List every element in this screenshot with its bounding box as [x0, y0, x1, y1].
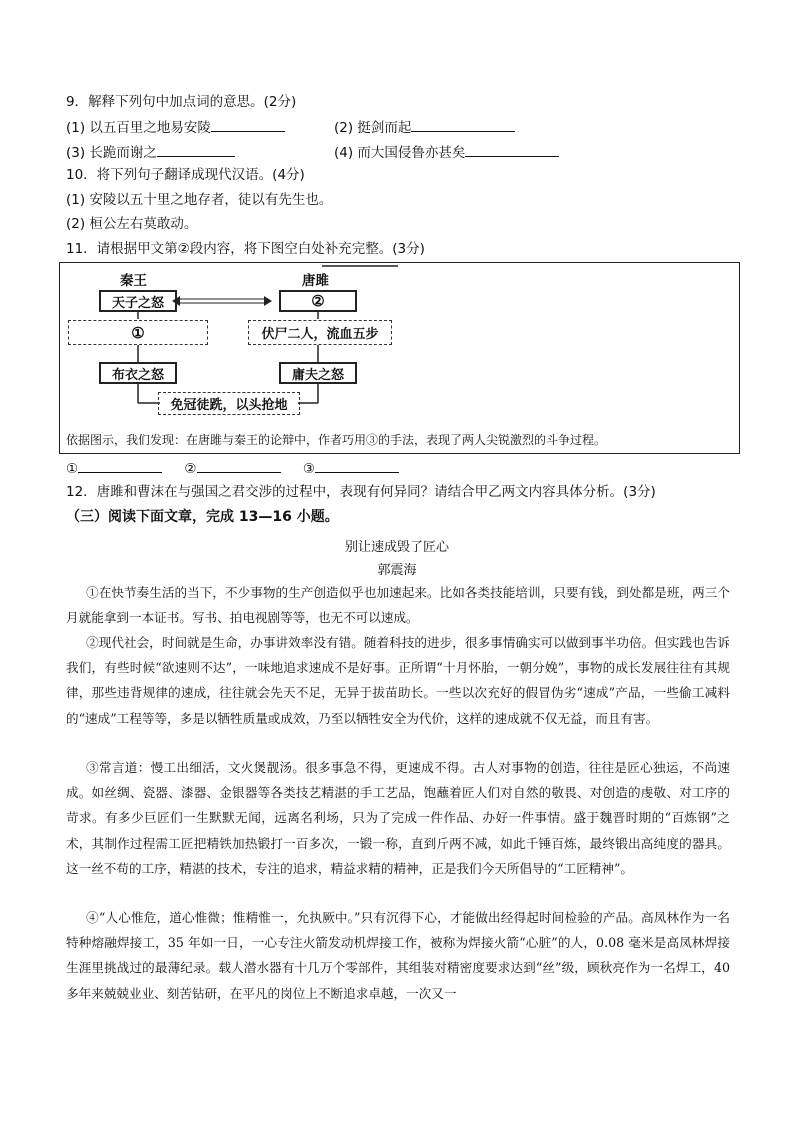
q9-item-4 — [334, 142, 559, 162]
q9-item-1-text: (1) 以五百里之地易安陵 — [66, 120, 211, 136]
q11-answer-3-label: ③ — [302, 461, 315, 477]
article-paragraph-1: ①在快节奏生活的当下，不少事物的生产创造似乎也加速起来。比如各类技能培训，只要有钱，到处都是班，两三个月就能拿到一本证书。写书、拍电视剧等等，也无不可以速成。 — [66, 585, 730, 626]
diagram-right-head: 唐雎 — [302, 273, 329, 289]
answer-blank — [411, 117, 515, 132]
q10-item-1: (1) 安陵以五十里之地存者，徒以有先生也。 — [66, 192, 333, 208]
q9-item-3-text: (3) 长跪而谢之 — [66, 145, 157, 161]
q9-stem: 9．解释下列句中加点词的意思。(2分) — [66, 94, 297, 110]
answer-blank — [78, 458, 162, 473]
article-paragraph-3: ③常言道：慢工出细活，文火煲靓汤。很多事急不得，更速成不得。古人对事物的创造，往往是匠心独运，不尚速成。如丝绸、瓷器、漆器、金银器等各类技艺精湛的手工艺品，饱蘸着匠人们对自然的敬畏、对创造的虔敬、对工序的苛求。有多少巨匠们一生默默无闻，远离名利场，只为了完成一件作品、办好一件事情。盛于魏晋时期的“百炼钢”之术，其制作过程需工匠把精铁加热锻打一百多次，一锻一称，直到斤两不减，如此千锤百炼，最终锻出高纯度的器具。这一丝不苟的工序，精湛的技术，专注的追求，精益求精的精神，正是我们今天所倡导的“工匠精神”。 — [66, 760, 730, 876]
article-author: 郭震海 — [377, 563, 417, 578]
q9-item-4-text: (4) 而大国侵鲁亦甚矣 — [334, 145, 466, 161]
q11-stem: 11．请根据甲文第②段内容，将下图空白处补充完整。(3分) — [66, 241, 425, 257]
diagram-note: 依据图示，我们发现：在唐雎与秦王的论辩中，作者巧用③的手法，表现了两人尖锐激烈的斗争过程。 — [66, 433, 607, 447]
q9-item-3 — [66, 142, 235, 162]
argument-diagram — [59, 262, 740, 454]
section-heading: （三）阅读下面文章，完成 13—16 小题。 — [66, 509, 339, 525]
q9-item-2 — [334, 117, 515, 137]
q12-stem: 12．唐雎和曹沫在与强国之君交涉的过程中，表现有何异同？请结合甲乙两文内容具体分析。(3分) — [66, 484, 656, 500]
box-blank-2: ② — [279, 290, 357, 312]
answer-blank — [315, 458, 399, 473]
diagram-left-head: 秦王 — [120, 273, 147, 289]
q10-stem: 10．将下列句子翻译成现代汉语。(4分) — [66, 167, 305, 183]
article-paragraph-4: ④“人心惟危，道心惟微；惟精惟一，允执厥中。”只有沉得下心，才能做出经得起时间检验的产品。高凤林作为一名特种熔融焊接工，35 年如一日，一心专注火箭发动机焊接工作，被称为焊接火箭“心脏”的人，0.08 毫米是高凤林焊接生涯里挑战过的最薄纪录。载人潜水器有十几万个零部件，其组装对精密度要求达到“丝”级，顾秋亮作为一名焊工，40 多年来兢兢业业、刻苦钻研，在平凡的岗位上不断追求卓越，一次又一 — [66, 910, 730, 1001]
q10-item-2: (2) 桓公左右莫敢动。 — [66, 216, 198, 232]
answer-blank — [157, 142, 235, 157]
article-paragraph-2: ②现代社会，时间就是生命，办事讲效率没有错。随着科技的进步，很多事情确实可以做到事半功倍。但实践也告诉我们，有些时候“欲速则不达”，一味地追求速成不是好事。正所谓“十月怀胎，一朝分娩”，事物的成长发展往往有其规律，那些违背规律的速成，往往就会先天不足，无异于拔苗助长。一些以次充好的假冒伪劣“速成”产品，一些偷工减料的“速成”工程等等，多是以牺牲质量或成效，乃至以牺牲安全为代价，这样的速成就不仅无益，而且有害。 — [66, 635, 730, 726]
box-blank-1: ① — [68, 320, 208, 345]
q11-answers — [66, 458, 399, 478]
q11-answer-2-label: ② — [184, 461, 197, 477]
box-fushi: 伏尸二人，流血五步 — [248, 320, 392, 345]
answer-blank — [197, 458, 281, 473]
box-tianzi: 天子之怒 — [99, 290, 177, 312]
article-title: 别让速成毁了匠心 — [344, 540, 449, 555]
box-buyi: 布衣之怒 — [99, 362, 177, 384]
answer-blank — [211, 117, 285, 132]
answer-blank — [465, 142, 559, 157]
box-yongfu: 庸夫之怒 — [279, 362, 357, 384]
q9-item-2-text: (2) 挺剑而起 — [334, 120, 412, 136]
box-mianguan: 免冠徒跣，以头抢地 — [158, 392, 300, 415]
q11-answer-1-label: ① — [66, 461, 79, 477]
q9-item-1 — [66, 117, 285, 137]
